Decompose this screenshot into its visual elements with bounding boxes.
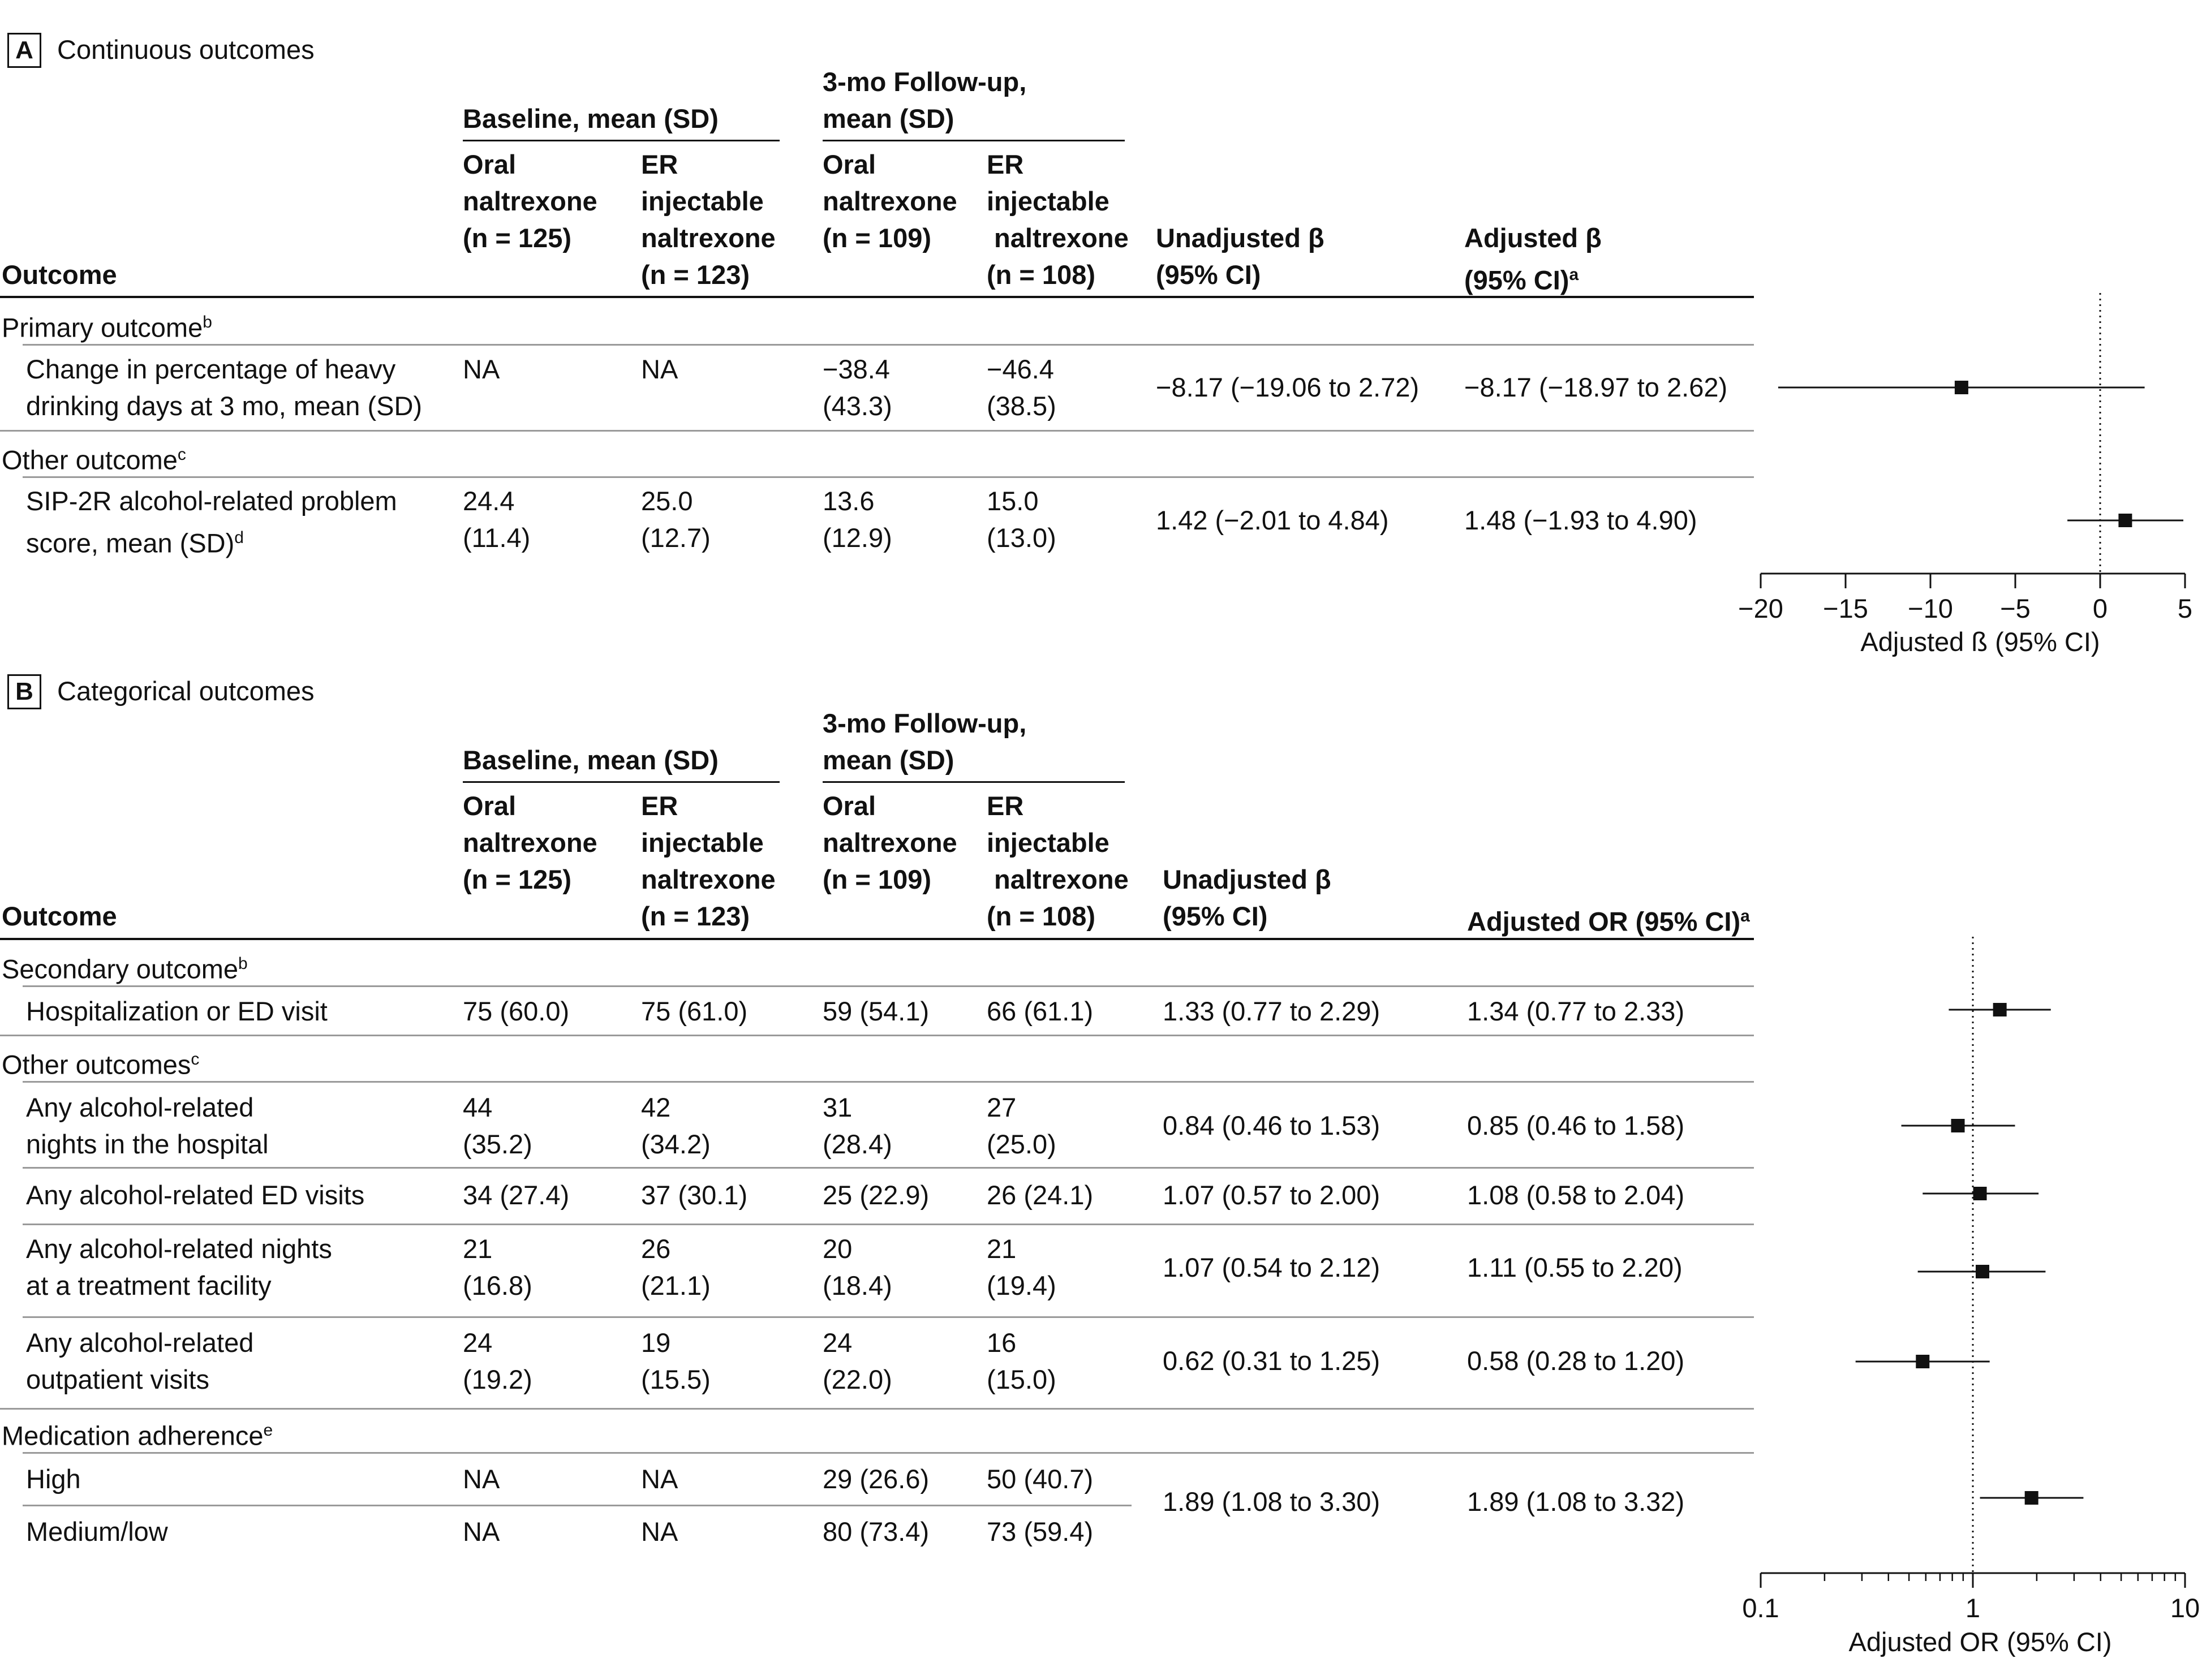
b-section-secondary: Secondary outcome$^b$ bbox=[2, 954, 248, 984]
a-row-label: Change in percentage of heavy drinking days at 3 mo, mean (SD) bbox=[26, 354, 423, 421]
b-row-unadjusted: 1.07 (0.54 to 2.12) bbox=[1163, 1252, 1380, 1282]
a-row-er-followup: −46.4 (38.5) bbox=[987, 354, 1056, 421]
b-header-oral-baseline: Oral naltrexone (n = 125) bbox=[463, 791, 597, 894]
b-row-er-followup: 26 (24.1) bbox=[987, 1180, 1094, 1210]
b-row-oral-baseline: 75 (60.0) bbox=[463, 996, 570, 1026]
b-row-er-baseline: 42 (34.2) bbox=[641, 1092, 711, 1159]
b-row-label: Any alcohol-related outpatient visits bbox=[26, 1328, 254, 1394]
panel-a-letter: A bbox=[7, 33, 41, 68]
forest-b-point-estimate bbox=[1993, 1003, 2007, 1016]
forest-a-tick-label: −15 bbox=[1823, 593, 1868, 623]
a-header-outcome: Outcome bbox=[2, 260, 117, 290]
b-row-er-followup: 66 (61.1) bbox=[987, 996, 1094, 1026]
b-row-er-baseline: 37 (30.1) bbox=[641, 1180, 748, 1210]
a-header-oral-baseline: Oral naltrexone (n = 125) bbox=[463, 149, 597, 253]
a-header-er-baseline: ER injectable naltrexone (n = 123) bbox=[641, 149, 776, 290]
a-row-adjusted: 1.48 (−1.93 to 4.90) bbox=[1464, 505, 1697, 535]
b-row-er-baseline: 19 (15.5) bbox=[641, 1328, 711, 1394]
b-row-unadjusted: 1.07 (0.57 to 2.00) bbox=[1163, 1180, 1380, 1210]
forest-b-point-estimate bbox=[1973, 1187, 1987, 1200]
b-adherence-high-label: High bbox=[26, 1464, 81, 1494]
b-header-oral-followup: Oral naltrexone (n = 109) bbox=[823, 791, 957, 894]
a-row-er-baseline: NA bbox=[641, 354, 678, 384]
b-adherence-low-label: Medium/low bbox=[26, 1517, 168, 1547]
b-row-oral-baseline: 34 (27.4) bbox=[463, 1180, 570, 1210]
a-section-primary: Primary outcome$^b$ bbox=[2, 312, 212, 343]
b-row-label: Any alcohol-related nights at a treatment facility bbox=[26, 1234, 332, 1300]
a-row-oral-followup: 13.6 (12.9) bbox=[823, 486, 892, 553]
forest-a-point-estimate bbox=[1955, 381, 1968, 394]
b-section-other: Other outcomes$^c$ bbox=[2, 1049, 200, 1080]
b-row-oral-followup: 24 (22.0) bbox=[823, 1328, 892, 1394]
a-row-label: SIP-2R alcohol-related problem score, mean (SD)$^d$ bbox=[26, 486, 397, 558]
forest-a-tick-label: −5 bbox=[2000, 593, 2031, 623]
b-row-adjusted: 1.34 (0.77 to 2.33) bbox=[1467, 996, 1685, 1026]
b-adherence-low-er-baseline: NA bbox=[641, 1517, 678, 1547]
a-row-unadjusted: 1.42 (−2.01 to 4.84) bbox=[1156, 505, 1389, 535]
b-header-baseline: Baseline, mean (SD) bbox=[463, 745, 719, 775]
b-row-unadjusted: 1.33 (0.77 to 2.29) bbox=[1163, 996, 1380, 1026]
forest-b-point-estimate bbox=[1951, 1119, 1965, 1132]
a-header-followup: 3-mo Follow-up, mean (SD) bbox=[823, 67, 1027, 133]
b-adherence-low-er-followup: 73 (59.4) bbox=[987, 1517, 1094, 1547]
a-header-unadjusted: Unadjusted β (95% CI) bbox=[1156, 223, 1324, 290]
panel-b-title: Categorical outcomes bbox=[57, 676, 315, 706]
forest-a-point-estimate bbox=[2118, 514, 2132, 527]
b-row-label: Any alcohol-related ED visits bbox=[26, 1180, 365, 1210]
b-row-er-baseline: 75 (61.0) bbox=[641, 996, 748, 1026]
b-row-oral-followup: 25 (22.9) bbox=[823, 1180, 930, 1210]
forest-b-tick-label: 1 bbox=[1965, 1593, 1981, 1623]
b-adherence-low-oral-baseline: NA bbox=[463, 1517, 500, 1547]
b-adherence-low-oral-followup: 80 (73.4) bbox=[823, 1517, 930, 1547]
forest-a-tick-label: 0 bbox=[2092, 593, 2108, 623]
a-header-adjusted: Adjusted β (95% CI)$^a$ bbox=[1464, 223, 1602, 295]
forest-b-point-estimate bbox=[2025, 1491, 2038, 1505]
a-row-adjusted: −8.17 (−18.97 to 2.62) bbox=[1464, 372, 1728, 402]
b-adherence-high-oral-baseline: NA bbox=[463, 1464, 500, 1494]
b-row-oral-followup: 59 (54.1) bbox=[823, 996, 930, 1026]
forest-a-tick-label: 5 bbox=[2177, 593, 2193, 623]
forest-b-point-estimate bbox=[1916, 1355, 1929, 1368]
b-row-adjusted: 0.85 (0.46 to 1.58) bbox=[1467, 1110, 1685, 1140]
b-section-adherence: Medication adherence$^e$ bbox=[2, 1420, 273, 1451]
b-row-er-followup: 21 (19.4) bbox=[987, 1234, 1056, 1300]
b-row-unadjusted: 0.62 (0.31 to 1.25) bbox=[1163, 1346, 1380, 1376]
b-row-label: Any alcohol-related nights in the hospital bbox=[26, 1092, 269, 1159]
b-row-oral-baseline: 24 (19.2) bbox=[463, 1328, 532, 1394]
b-adherence-high-er-baseline: NA bbox=[641, 1464, 678, 1494]
b-header-unadjusted: Unadjusted β (95% CI) bbox=[1163, 864, 1331, 931]
a-row-oral-baseline: 24.4 (11.4) bbox=[463, 486, 531, 553]
b-row-oral-baseline: 44 (35.2) bbox=[463, 1092, 532, 1159]
panel-a-title: Continuous outcomes bbox=[57, 35, 315, 64]
b-adherence-unadjusted: 1.89 (1.08 to 3.30) bbox=[1163, 1487, 1380, 1517]
b-header-outcome: Outcome bbox=[2, 901, 117, 931]
panel-b-letter: B bbox=[7, 674, 41, 709]
b-adherence-adjusted: 1.89 (1.08 to 3.32) bbox=[1467, 1487, 1685, 1517]
a-header-oral-followup: Oral naltrexone (n = 109) bbox=[823, 149, 957, 253]
b-adherence-high-oral-followup: 29 (26.6) bbox=[823, 1464, 930, 1494]
a-section-other: Other outcome$^c$ bbox=[2, 445, 186, 475]
b-row-label: Hospitalization or ED visit bbox=[26, 996, 328, 1026]
b-row-oral-baseline: 21 (16.8) bbox=[463, 1234, 532, 1300]
b-row-er-followup: 16 (15.0) bbox=[987, 1328, 1056, 1394]
b-header-followup: 3-mo Follow-up, mean (SD) bbox=[823, 708, 1027, 775]
forest-b-point-estimate bbox=[1976, 1265, 1989, 1278]
a-row-oral-followup: −38.4 (43.3) bbox=[823, 354, 892, 421]
b-header-adjusted: Adjusted OR (95% CI)$^a$ bbox=[1467, 906, 1750, 937]
forest-a-axis-title: Adjusted ß (95% CI) bbox=[1860, 627, 2100, 657]
a-row-unadjusted: −8.17 (−19.06 to 2.72) bbox=[1156, 372, 1420, 402]
b-row-unadjusted: 0.84 (0.46 to 1.53) bbox=[1163, 1110, 1380, 1140]
a-row-er-baseline: 25.0 (12.7) bbox=[641, 486, 711, 553]
b-adherence-high-er-followup: 50 (40.7) bbox=[987, 1464, 1094, 1494]
b-header-er-followup: ER injectable naltrexone (n = 108) bbox=[987, 791, 1129, 931]
forest-b-axis-title: Adjusted OR (95% CI) bbox=[1848, 1627, 2112, 1657]
a-row-oral-baseline: NA bbox=[463, 354, 500, 384]
a-header-er-followup: ER injectable naltrexone (n = 108) bbox=[987, 149, 1129, 290]
b-row-er-baseline: 26 (21.1) bbox=[641, 1234, 711, 1300]
a-row-er-followup: 15.0 (13.0) bbox=[987, 486, 1056, 553]
b-row-adjusted: 1.08 (0.58 to 2.04) bbox=[1467, 1180, 1685, 1210]
forest-a-tick-label: −20 bbox=[1738, 593, 1783, 623]
a-header-baseline: Baseline, mean (SD) bbox=[463, 104, 719, 133]
b-row-adjusted: 0.58 (0.28 to 1.20) bbox=[1467, 1346, 1685, 1376]
forest-b-tick-label: 10 bbox=[2170, 1593, 2200, 1623]
forest-b-tick-label: 0.1 bbox=[1742, 1593, 1779, 1623]
forest-a-tick-label: −10 bbox=[1908, 593, 1953, 623]
b-row-oral-followup: 31 (28.4) bbox=[823, 1092, 892, 1159]
b-row-oral-followup: 20 (18.4) bbox=[823, 1234, 892, 1300]
b-row-adjusted: 1.11 (0.55 to 2.20) bbox=[1467, 1252, 1683, 1282]
b-row-er-followup: 27 (25.0) bbox=[987, 1092, 1056, 1159]
b-header-er-baseline: ER injectable naltrexone (n = 123) bbox=[641, 791, 776, 931]
